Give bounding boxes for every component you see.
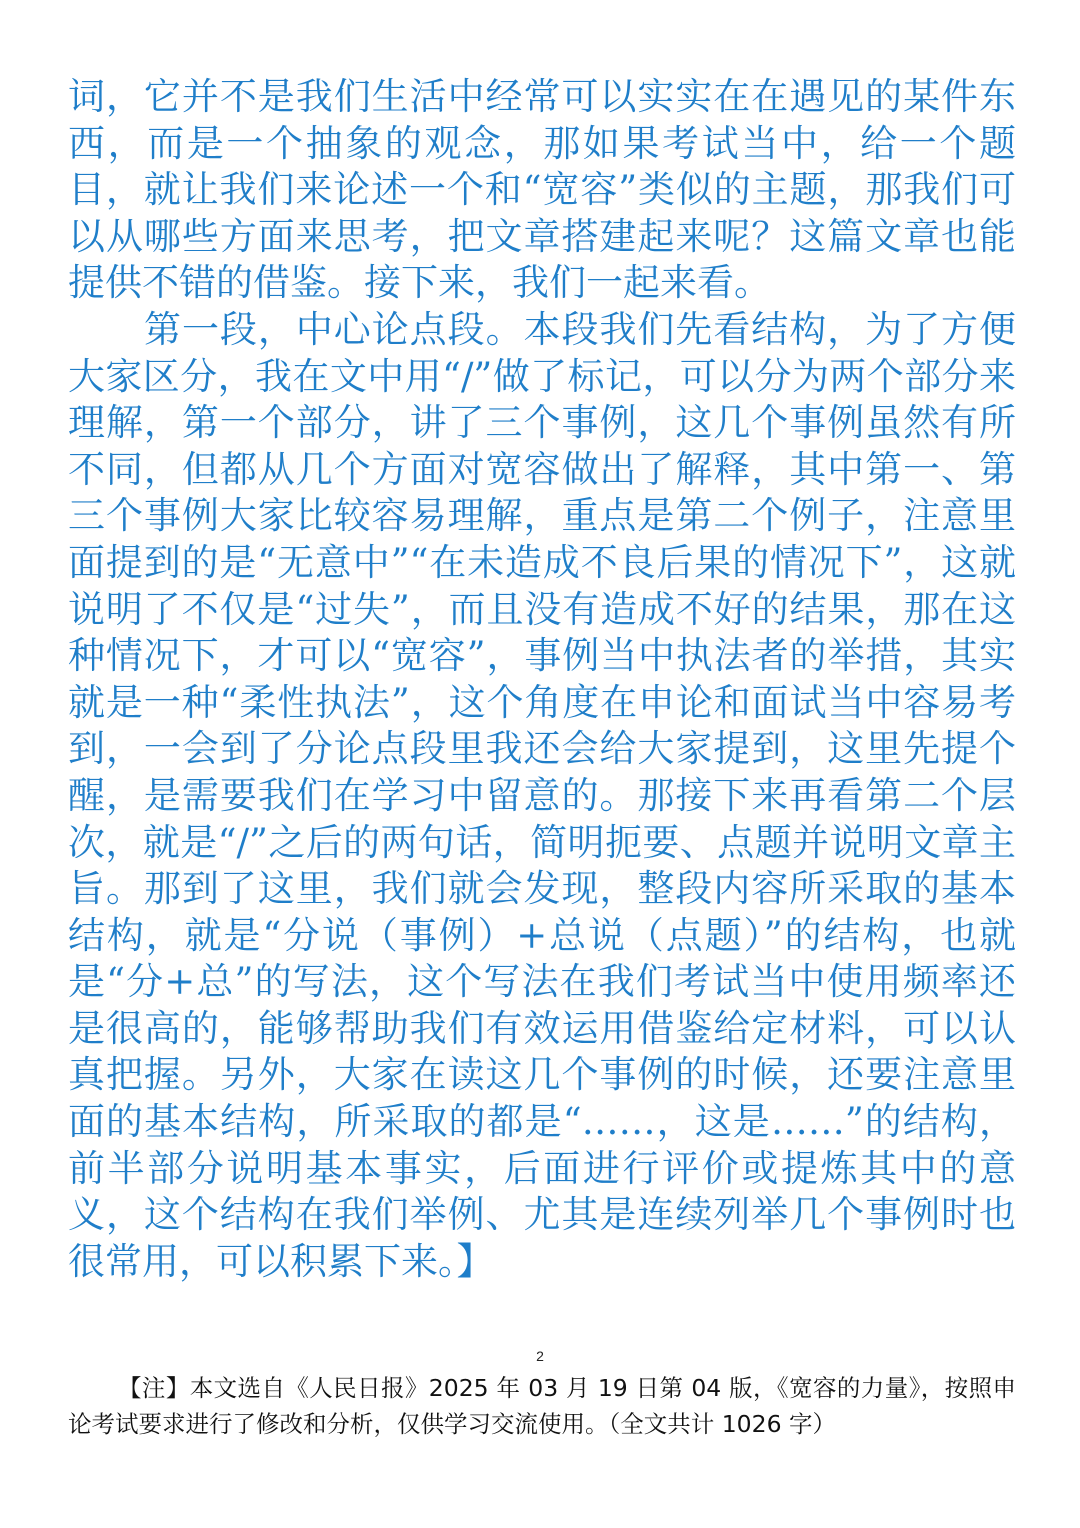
paragraph-continuation: 词，它并不是我们生活中经常可以实实在在遇见的某件东西，而是一个抽象的观念，那如果考试当中，给一个题目，就让我们来论述一个和“宽容”类似的主题，那我们可以从哪些方面来思考，把文章搭建起来呢？这篇文章也能提供不错的借鉴。接下来，我们一起来看。 [68, 75, 1016, 305]
page-number: 2 [536, 1348, 544, 1364]
source-note: 【注】本文选自《人民日报》2025 年 03 月 19 日第 04 版，《宽容的力量》，按照申论考试要求进行了修改和分析，仅供学习交流使用。（全文共计 1026 字） [68, 1374, 1016, 1438]
analysis-body [68, 74, 1016, 1285]
paragraph-central-thesis-analysis: 第一段，中心论点段。本段我们先看结构，为了方便大家区分，我在文中用“/”做了标记，可以分为两个部分来理解，第一个部分，讲了三个事例，这几个事例虽然有所不同，但都从几个方面对宽容做出了解释，其中第一、第三个事例大家比较容易理解，重点是第二个例子，注意里面提到的是“无意中”“在未造成不良后果的情况下”，这就说明了不仅是“过失”，而且没有造成不好的结果，那在这种情况下，才可以“宽容”，事例当中执法者的举措，其实就是一种“柔性执法”，这个角度在申论和面试当中容易考到，一会到了分论点段里我还会给大家提到，这里先提个醒，是需要我们在学习中留意的。那接下来再看第二个层次，就是“/”之后的两句话，简明扼要、点题并说明文章主旨。那到了这里，我们就会发现，整段内容所采取的基本结构，就是“分说（事例）+总说（点题）”的结构，也就是“分+总”的写法，这个写法在我们考试当中使用频率还是很高的，能够帮助我们有效运用借鉴给定材料，可以认真把握。另外，大家在读这几个事例的时候，还要注意里面的基本结构，所采取的都是“……，这是……”的结构，前半部分说明基本事实，后面进行评价或提炼其中的意义，这个结构在我们举例、尤其是连续列举几个事例时也很常用，可以积累下来。】 [68, 307, 1016, 1283]
